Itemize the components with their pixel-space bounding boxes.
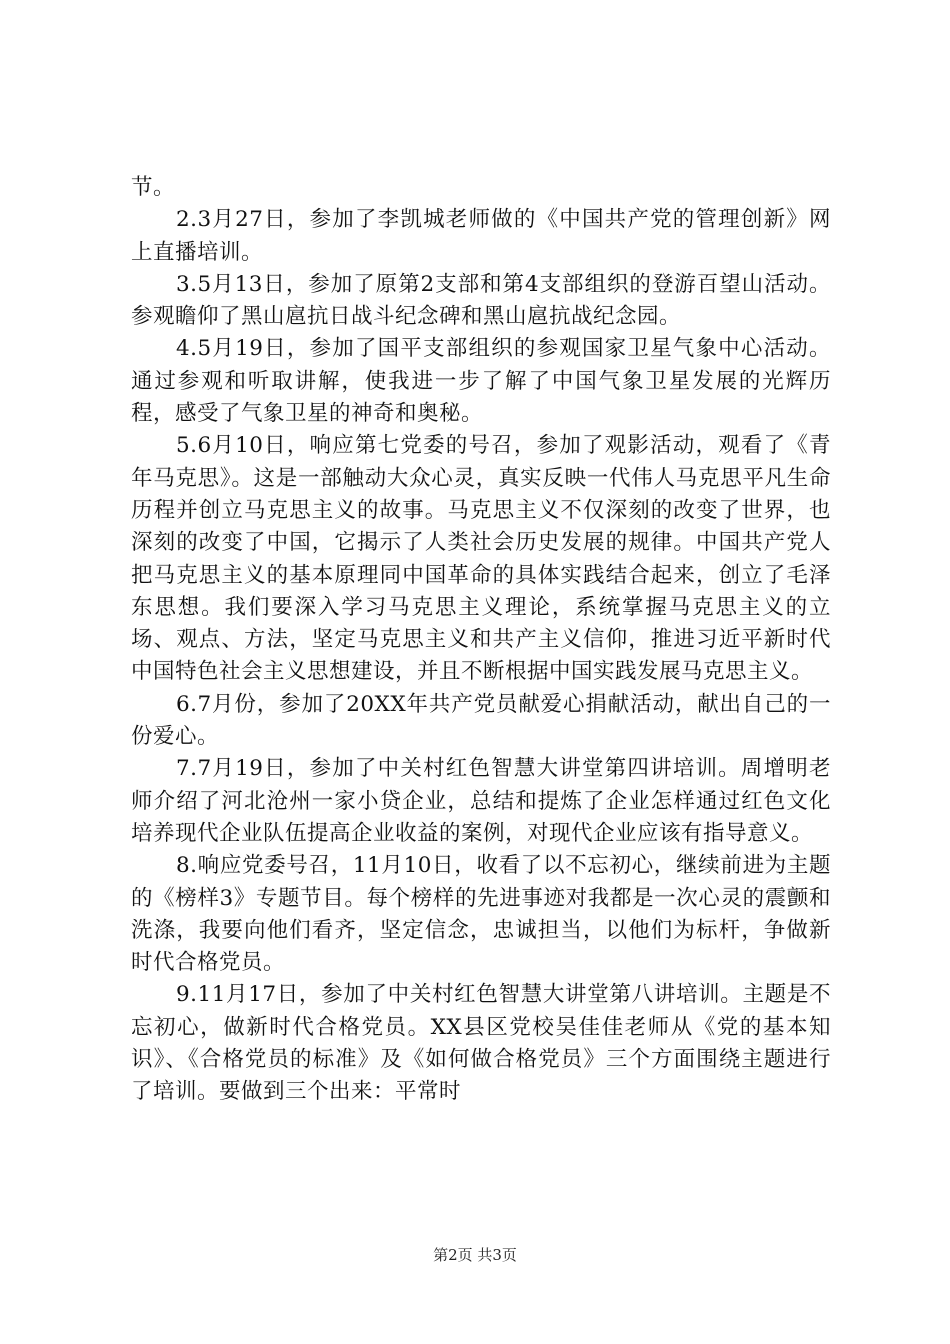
document-body (131, 172, 831, 1109)
paragraph-item-2: 2.3月27日，参加了李凯城老师做的《中国共产党的管理创新》网上直播培训。 (131, 207, 831, 265)
paragraph-continuation: 节。 (131, 175, 176, 200)
paragraph-item-4: 4.5月19日，参加了国平支部组织的参观国家卫星气象中心活动。通过参观和听取讲解，使我进一步了解了中国气象卫星发展的光辉历程，感受了气象卫星的神奇和奥秘。 (131, 336, 831, 427)
paragraph-item-9: 9.11月17日，参加了中关村红色智慧大讲堂第八讲培训。主题是不忘初心，做新时代合格党员。XX县区党校吴佳佳老师从《党的基本知识》、《合格党员的标准》及《如何做合格党员》三个方面围绕主题进行了培训。要做到三个出来：平常时 (131, 982, 831, 1105)
paragraph-item-3: 3.5月13日，参加了原第2支部和第4支部组织的登游百望山活动。参观瞻仰了黑山扈抗日战斗纪念碑和黑山扈抗战纪念园。 (131, 271, 831, 330)
paragraph-item-5: 5.6月10日，响应第七党委的号召，参加了观影活动，观看了《青年马克思》。这是一部触动大众心灵，真实反映一代伟人马克思平凡生命历程并创立马克思主义的故事。马克思主义不仅深刻的改变了世界，也深刻的改变了中国，它揭示了人类社会历史发展的规律。中国共产党人把马克思主义的基本原理同中国革命的具体实践结合起来，创立了毛泽东思想。我们要深入学习马克思主义理论，系统掌握马克思主义的立场、观点、方法，坚定马克思主义和共产主义信仰，推进习近平新时代中国特色社会主义思想建设，并且不断根据中国实践发展马克思主义。 (131, 433, 831, 685)
paragraph-item-6: 6.7月份，参加了20XX年共产党员献爱心捐献活动，献出自己的一份爱心。 (131, 691, 831, 750)
paragraph-item-8: 8.响应党委号召，11月10日，收看了以不忘初心，继续前进为主题的《榜样3》专题节目。每个榜样的先进事迹对我都是一次心灵的震颤和洗涤，我要向他们看齐，坚定信念，忠诚担当，以他们为标杆，争做新时代合格党员。 (131, 853, 831, 976)
page-number-footer: 第2页 共3页 (433, 1246, 517, 1264)
paragraph-item-7: 7.7月19日，参加了中关村红色智慧大讲堂第四讲培训。周增明老师介绍了河北沧州一家小贷企业，总结和提炼了企业怎样通过红色文化培养现代企业队伍提高企业收益的案例，对现代企业应该有指导意义。 (131, 756, 831, 846)
